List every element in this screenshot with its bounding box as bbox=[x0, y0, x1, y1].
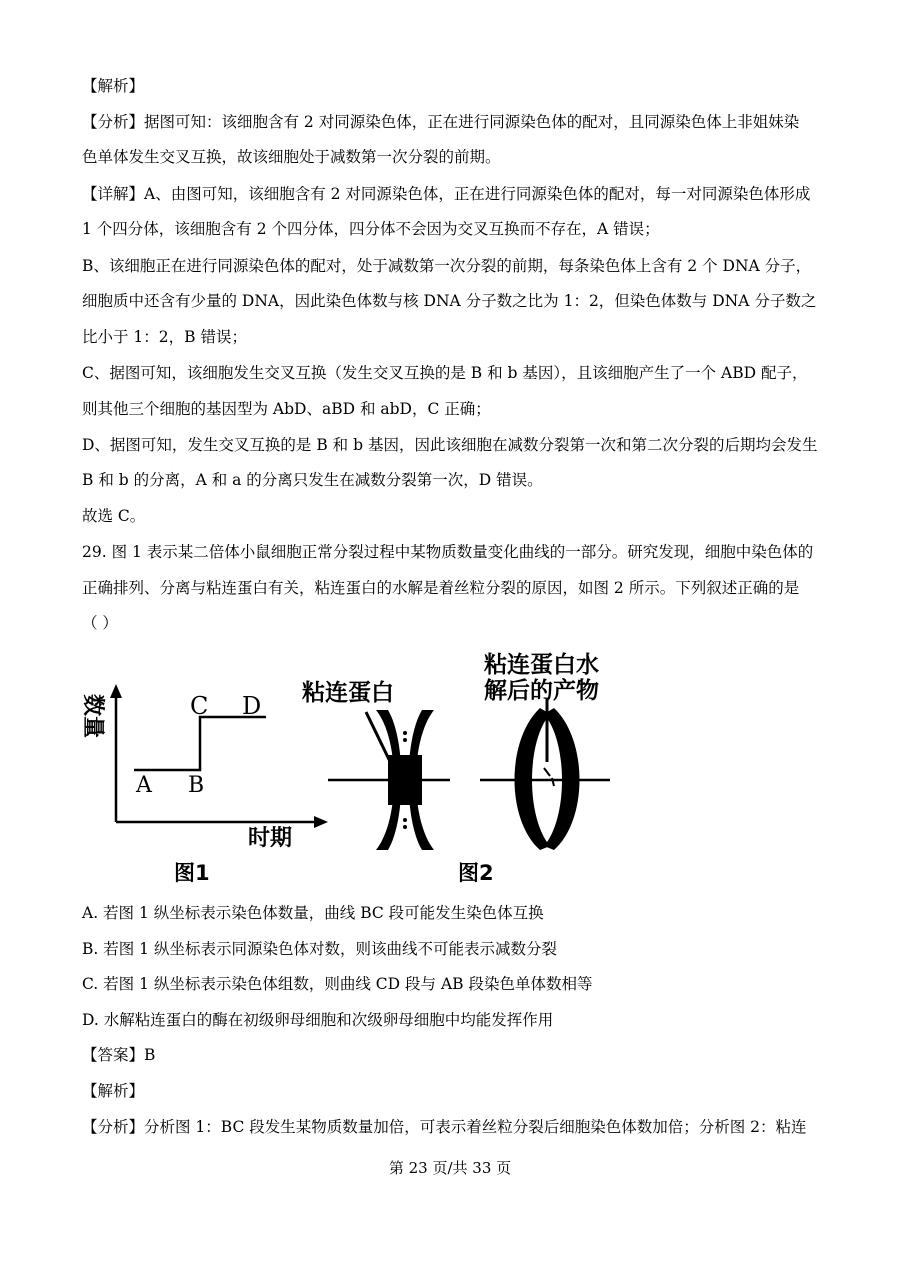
option-b: B. 若图 1 纵坐标表示同源染色体对数，则该曲线不可能表示减数分裂 bbox=[82, 940, 557, 958]
analysis-line: 【分析】分析图 1：BC 段发生某物质数量加倍，可表示着丝粒分裂后细胞染色体数加倍；分析图 2：粘连 bbox=[82, 1118, 807, 1136]
text-line-1: 【解析】 bbox=[82, 77, 145, 95]
text-line-4: 【详解】A、由图可知，该细胞含有 2 对同源染色体，正在进行同源染色体的配对，每一对同源染色体形成 bbox=[82, 185, 811, 203]
text-line-2: 【分析】据图可知：该细胞含有 2 对同源染色体，正在进行同源染色体的配对，且同源染色体上非姐妹染 bbox=[82, 113, 800, 131]
fig1-point-c: C bbox=[190, 692, 209, 720]
option-d: D. 水解粘连蛋白的酶在初级卵母细胞和次级卵母细胞中均能发挥作用 bbox=[82, 1011, 554, 1029]
text-line-3: 色单体发生交叉互换，故该细胞处于减数第一次分裂的前期。 bbox=[82, 148, 501, 166]
text-line-13: 故选 C。 bbox=[82, 507, 146, 525]
figure-1-and-2 bbox=[70, 640, 630, 890]
text-line-9: C、据图可知，该细胞发生交叉互换（发生交叉互换的是 B 和 b 基因），且该细胞产生了一个 ABD 配子， bbox=[82, 364, 808, 382]
text-line-11: D、据图可知，发生交叉互换的是 B 和 b 基因，因此该细胞在减数分裂第一次和第二次分裂的后期均会发生 bbox=[82, 436, 818, 454]
fig2-label-product-line2: 解后的产物 bbox=[484, 678, 599, 704]
question-29-line-2: 正确排列、分离与粘连蛋白有关，粘连蛋白的水解是着丝粒分裂的原因，如图 2 所示。下列叙述正确的是 bbox=[82, 579, 800, 597]
fig2-label-cohesin: 粘连蛋白 bbox=[302, 680, 394, 706]
analysis-header: 【解析】 bbox=[82, 1082, 145, 1100]
page-footer: 第 23 页/共 33 页 bbox=[388, 1159, 512, 1177]
answer-line: 【答案】B bbox=[82, 1046, 156, 1064]
text-line-12: B 和 b 的分离，A 和 a 的分离只发生在减数分裂第一次，D 错误。 bbox=[82, 471, 543, 489]
fig2-label-product-line1: 粘连蛋白水 bbox=[484, 652, 599, 678]
fig1-point-d: D bbox=[242, 692, 262, 720]
text-line-5: 1 个四分体，该细胞含有 2 个四分体，四分体不会因为交叉互换而不存在，A 错误； bbox=[82, 220, 660, 238]
text-line-10: 则其他三个细胞的基因型为 AbD、aBD 和 abD，C 正确； bbox=[82, 400, 491, 418]
question-29-bracket: （ ） bbox=[82, 614, 118, 632]
figure-2-diagram bbox=[302, 651, 610, 885]
option-a: A. 若图 1 纵坐标表示染色体数量，曲线 BC 段可能发生染色体互换 bbox=[82, 904, 544, 922]
fig1-xlabel: 时期 bbox=[248, 826, 293, 851]
fig1-point-b: B bbox=[188, 773, 205, 798]
fig1-point-a: A bbox=[136, 773, 152, 798]
question-29-line-1: 29. 图 1 表示某二倍体小鼠细胞正常分裂过程中某物质数量变化曲线的一部分。研究发现，细胞中染色体的 bbox=[82, 543, 814, 561]
figure-1-graph bbox=[80, 684, 328, 885]
text-line-8: 比小于 1：2，B 错误； bbox=[82, 328, 247, 346]
fig2-caption: 图2 bbox=[458, 861, 494, 885]
fig1-caption: 图1 bbox=[174, 861, 210, 885]
option-c: C. 若图 1 纵坐标表示染色体组数，则曲线 CD 段与 AB 段染色单体数相等 bbox=[82, 975, 593, 993]
text-line-7: 细胞质中还含有少量的 DNA，因此染色体数与核 DNA 分子数之比为 1：2，但染色体数与 DNA 分子数之 bbox=[82, 292, 817, 310]
fig1-ylabel-char-1: 数量 bbox=[80, 694, 105, 739]
text-line-6: B、该细胞正在进行同源染色体的配对，处于减数第一次分裂的前期，每条染色体上含有 2 个 DNA 分子， bbox=[82, 257, 812, 275]
